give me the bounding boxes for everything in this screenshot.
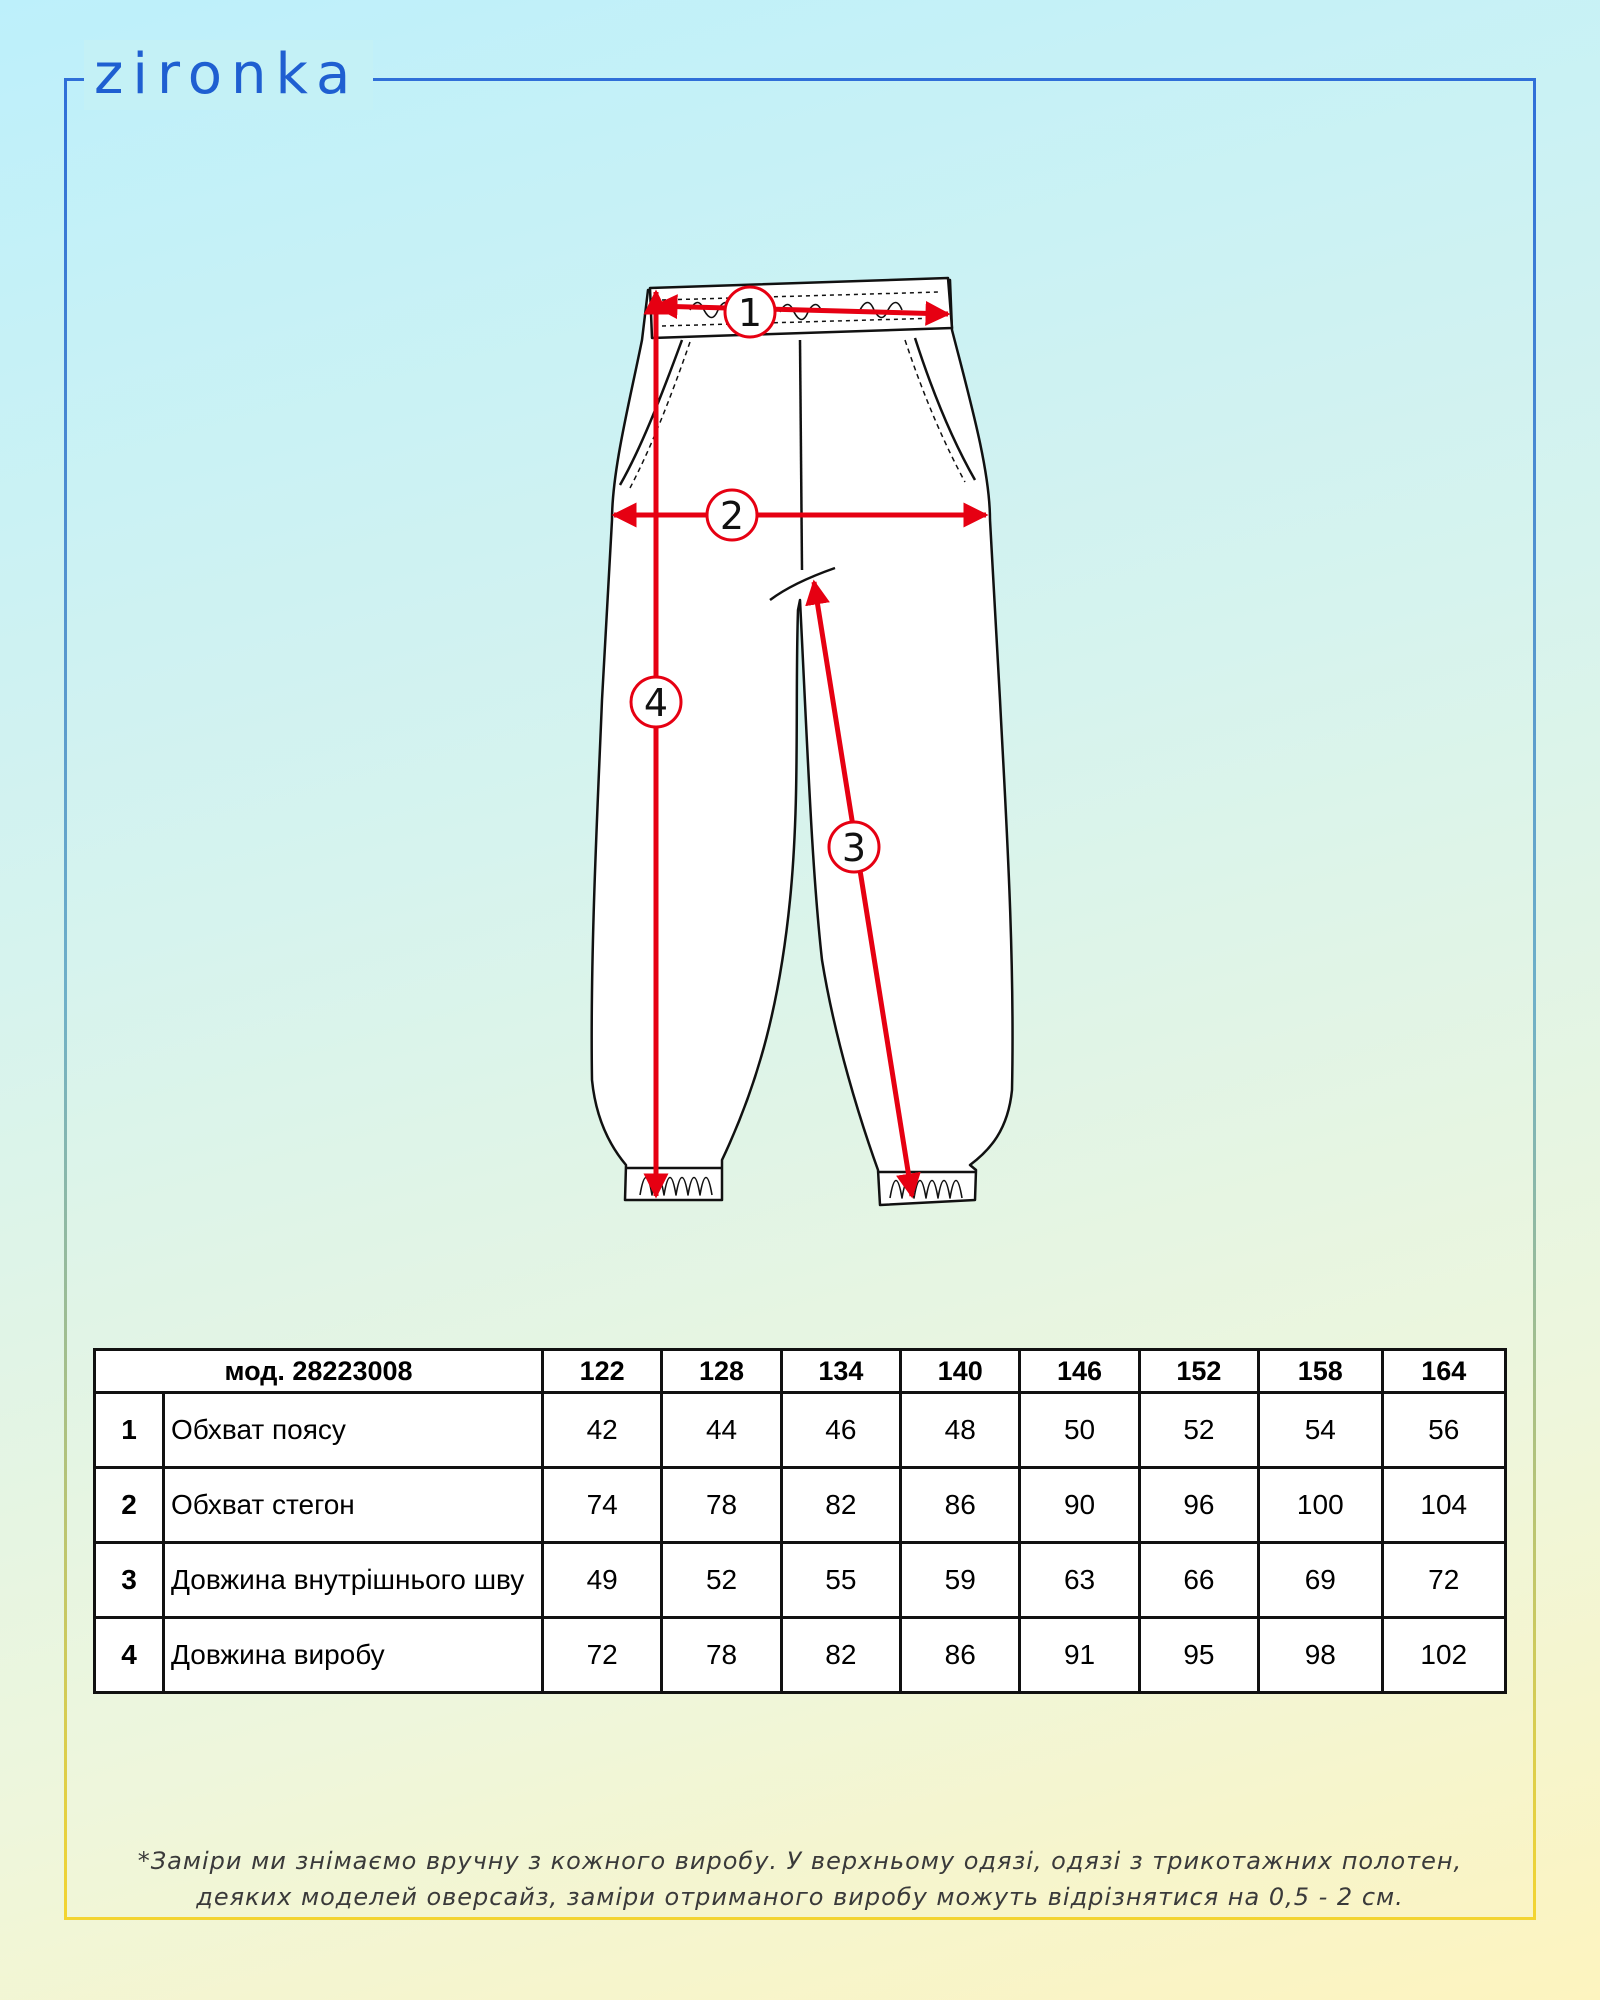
table-cell: 74 [543, 1468, 662, 1543]
svg-text:1: 1 [737, 291, 763, 335]
svg-text:2: 2 [719, 494, 745, 538]
table-cell: 44 [662, 1393, 781, 1468]
svg-text:4: 4 [643, 681, 669, 725]
row-number: 3 [95, 1543, 164, 1618]
row-label: Довжина виробу [164, 1618, 543, 1693]
table-cell: 52 [1139, 1393, 1258, 1468]
table-cell: 52 [662, 1543, 781, 1618]
svg-text:3: 3 [841, 826, 867, 870]
table-cell: 54 [1259, 1393, 1382, 1468]
row-number: 1 [95, 1393, 164, 1468]
table-cell: 63 [1020, 1543, 1139, 1618]
table-cell: 82 [781, 1618, 900, 1693]
table-cell: 100 [1259, 1468, 1382, 1543]
footnote-line-2: деяких моделей оверсайз, заміри отриманого виробу можуть відрізнятися на 0,5 - 2 см. [196, 1883, 1404, 1911]
table-cell: 91 [1020, 1618, 1139, 1693]
size-col-152: 152 [1139, 1350, 1258, 1393]
table-cell: 96 [1139, 1468, 1258, 1543]
table-cell: 42 [543, 1393, 662, 1468]
size-col-158: 158 [1259, 1350, 1382, 1393]
size-header-row [95, 1350, 1506, 1393]
size-col-146: 146 [1020, 1350, 1139, 1393]
table-row [95, 1543, 1506, 1618]
table-cell: 50 [1020, 1393, 1139, 1468]
table-cell: 66 [1139, 1543, 1258, 1618]
model-label: мод. 28223008 [95, 1350, 543, 1393]
table-cell: 95 [1139, 1618, 1258, 1693]
table-cell: 90 [1020, 1468, 1139, 1543]
table-cell: 49 [543, 1543, 662, 1618]
row-number: 4 [95, 1618, 164, 1693]
brand-logo: zironka [84, 40, 373, 110]
size-col-164: 164 [1382, 1350, 1505, 1393]
table-cell: 72 [543, 1618, 662, 1693]
row-label: Обхват стегон [164, 1468, 543, 1543]
row-number: 2 [95, 1468, 164, 1543]
row-label: Обхват поясу [164, 1393, 543, 1468]
table-cell: 72 [1382, 1543, 1505, 1618]
marker-4 [631, 677, 681, 727]
table-cell: 102 [1382, 1618, 1505, 1693]
table-cell: 56 [1382, 1393, 1505, 1468]
table-cell: 59 [901, 1543, 1020, 1618]
table-cell: 69 [1259, 1543, 1382, 1618]
marker-2 [707, 490, 757, 540]
footnote-line-1: *Заміри ми знімаємо вручну з кожного виробу. У верхньому одязі, одязі з трикотажних полотен, [137, 1847, 1463, 1875]
marker-1 [725, 287, 775, 337]
measurement-footnote [80, 1843, 1520, 1915]
table-cell: 86 [901, 1618, 1020, 1693]
table-cell: 48 [901, 1393, 1020, 1468]
table-cell: 86 [901, 1468, 1020, 1543]
table-cell: 55 [781, 1543, 900, 1618]
table-cell: 78 [662, 1618, 781, 1693]
size-col-140: 140 [901, 1350, 1020, 1393]
table-row [95, 1618, 1506, 1693]
table-cell: 82 [781, 1468, 900, 1543]
table-cell: 98 [1259, 1618, 1382, 1693]
table-row [95, 1468, 1506, 1543]
size-col-122: 122 [543, 1350, 662, 1393]
size-table [93, 1348, 1507, 1694]
size-col-134: 134 [781, 1350, 900, 1393]
table-cell: 78 [662, 1468, 781, 1543]
marker-3 [829, 822, 879, 872]
size-col-128: 128 [662, 1350, 781, 1393]
table-cell: 104 [1382, 1468, 1505, 1543]
row-label: Довжина внутрішнього шву [164, 1543, 543, 1618]
table-row [95, 1393, 1506, 1468]
table-cell: 46 [781, 1393, 900, 1468]
